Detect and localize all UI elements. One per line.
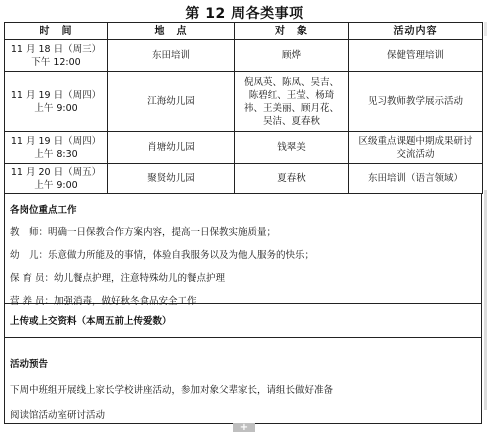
clock-text: 上午 8:30 xyxy=(34,148,78,160)
target-cell: 倪凤英、陈凤、吴吉、陈碧红、王莹、杨琦祎、王美丽、顾月花、吴洁、夏春秋 xyxy=(235,72,349,132)
activity-cell: 区级重点课题中期成果研讨交流活动 xyxy=(349,132,483,164)
key-work-heading: 各岗位重点工作 xyxy=(10,205,77,216)
table-row xyxy=(5,164,483,194)
activity-cell: 见习教师教学展示活动 xyxy=(349,72,483,132)
date-text: 11 月 20 日（周五） xyxy=(10,166,102,178)
time-cell xyxy=(5,72,108,132)
date-text: 11 月 19 日（周四） xyxy=(10,89,102,101)
place-cell: 肖塘幼儿园 xyxy=(108,132,235,164)
key-work-line: 教 师：明确一日保教合作方案内容，提高一日保教实施质量； xyxy=(10,227,277,238)
scrollbar-top[interactable] xyxy=(484,22,487,36)
clock-text: 下午 12:00 xyxy=(31,56,81,68)
table-row xyxy=(5,40,483,72)
time-cell xyxy=(5,132,108,164)
target-cell: 顾烨 xyxy=(235,40,349,72)
clock-text: 上午 9:00 xyxy=(34,102,78,114)
expand-plus-icon[interactable]: + xyxy=(233,423,255,432)
page-title: 第 12 周各类事项 xyxy=(185,6,304,22)
key-work-line: 幼 儿：乐意做力所能及的事情，体验自我服务以及为他人服务的快乐； xyxy=(10,250,315,261)
scrollbar[interactable] xyxy=(484,190,487,410)
upload-section xyxy=(4,304,482,338)
time-cell xyxy=(5,40,108,72)
key-work-line: 保 育 员：幼儿餐点护理，注意特殊幼儿的餐点护理 xyxy=(10,273,226,284)
place-cell: 东田培训 xyxy=(108,40,235,72)
preview-line: 下周中班组开展线上家长学校讲座活动，参加对象父辈家长，请组长做好准备 xyxy=(10,385,334,396)
header-time: 时 间 xyxy=(5,23,108,40)
upload-heading: 上传或上交资料（本周五前上传爱数） xyxy=(10,316,172,327)
key-work-line: 营 养 员：加强消毒，做好秋冬食品安全工作 xyxy=(10,296,197,307)
header-place: 地 点 xyxy=(108,23,235,40)
target-cell: 夏春秋 xyxy=(235,164,349,194)
target-cell: 钱翠美 xyxy=(235,132,349,164)
clock-text: 上午 9:00 xyxy=(34,179,78,191)
place-cell: 江海幼儿园 xyxy=(108,72,235,132)
preview-heading: 活动预告 xyxy=(10,359,49,370)
schedule-table xyxy=(4,22,483,194)
preview-section xyxy=(4,338,482,424)
header-activity: 活动内容 xyxy=(349,23,483,40)
header-target: 对 象 xyxy=(235,23,349,40)
table-row xyxy=(5,72,483,132)
time-cell xyxy=(5,164,108,194)
place-cell: 聚贤幼儿园 xyxy=(108,164,235,194)
date-text: 11 月 18 日（周三） xyxy=(10,43,102,55)
activity-cell: 东田培训（语言领域） xyxy=(349,164,483,194)
key-work-section xyxy=(4,194,482,307)
preview-line: 阅读馆活动室研讨活动 xyxy=(10,410,106,421)
activity-cell: 保健管理培训 xyxy=(349,40,483,72)
table-header-row xyxy=(5,23,483,40)
date-text: 11 月 19 日（周四） xyxy=(10,135,102,147)
table-row xyxy=(5,132,483,164)
